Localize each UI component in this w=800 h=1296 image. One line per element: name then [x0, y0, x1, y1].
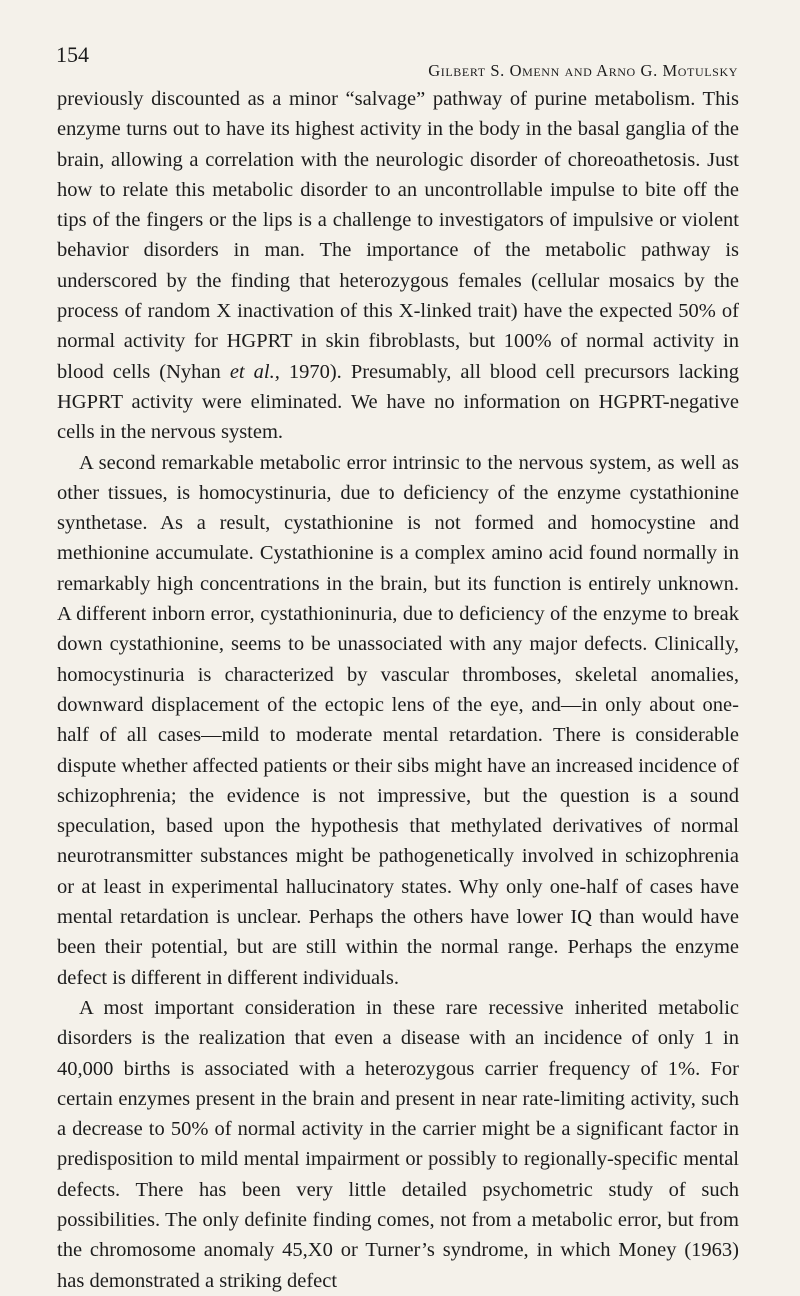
text-segment: previously discounted as a minor “salvage” pathway of purine metabolism. This enzyme turns out to have its highest activity in the body in the basal ganglia of the brain, allowing a correlation with the neurologic disorder of choreoathetosis. Just how to relate this metabolic disorder to an uncontrollable impulse to bite off the tips of the fingers or the lips is a challenge to investigators of impulsive or violent behavior disorders in man. The importance of the metabolic pathway is underscored by the finding that heterozygous females (cellular mosaics by the process of random X inactivation of this X-linked trait) have the expected 50% of normal activity for HGPRT in skin fibroblasts, but 100% of normal activity in blood cells (Nyhan	[57, 88, 739, 383]
text-segment: 1970). Presumably, all blood cell precursors lacking HGPRT activity were eliminated. We have no information on HGPRT-negative cells in the nervous system.	[57, 360, 739, 444]
citation-italic: et al.,	[229, 360, 280, 383]
text-segment: A second remarkable metabolic error intrinsic to the nervous system, as well as other tissues, is homocystinuria, due to deficiency of the enzyme cystathionine synthetase. As a result, cystathionine is not formed and homocystine and methionine accumulate. Cystathionine is a complex amino acid found normally in remarkably high concentrations in the brain, but its function is entirely unknown. A different inborn error, cystathioninuria, due to deficiency of the enzyme to break down cystathionine, seems to be unassociated with any major defects. Clinically, homocystinuria is characterized by vascular thromboses, skeletal anomalies, downward displacement of the ectopic lens of the eye, and—in only about one-half of all cases—mild to moderate mental retardation. There is considerable dispute whether affected patients or their sibs might have an increased incidence of schizophrenia; the evidence is not impressive, but the question is a sound speculation, based upon the hypothesis that methylated derivatives of normal neurotransmitter substances might be pathogenetically involved in schizophrenia or at least in experimental hallucinatory states. Why only one-half of cases have mental retardation is unclear. Perhaps the others have lower IQ than would have been their potential, but are still within the normal range. Perhaps the enzyme defect is different in different individuals.	[57, 451, 739, 989]
paragraph-2	[57, 448, 739, 993]
body-text	[57, 84, 739, 1296]
paragraph-3	[57, 993, 739, 1296]
running-header: Gilbert S. Omenn and Arno G. Motulsky	[428, 61, 738, 80]
paragraph-1	[57, 84, 739, 448]
text-segment: A most important consideration in these rare recessive inherited metabolic disorders is the realization that even a disease with an incidence of only 1 in 40,000 births is associated with a heterozygous carrier frequency of 1%. For certain enzymes present in the brain and present in near rate-limiting activity, such a decrease to 50% of normal activity in the carrier might be a significant factor in predisposition to mild mental impairment or possibly to regionally-specific mental defects. There has been very little detailed psychometric study of such possibilities. The only definite finding comes, not from a metabolic error, but from the chromosome anomaly 45,X0 or Turner’s syndrome, in which Money (1963) has demonstrated a striking defect	[57, 996, 739, 1292]
page-number: 154	[56, 42, 89, 67]
